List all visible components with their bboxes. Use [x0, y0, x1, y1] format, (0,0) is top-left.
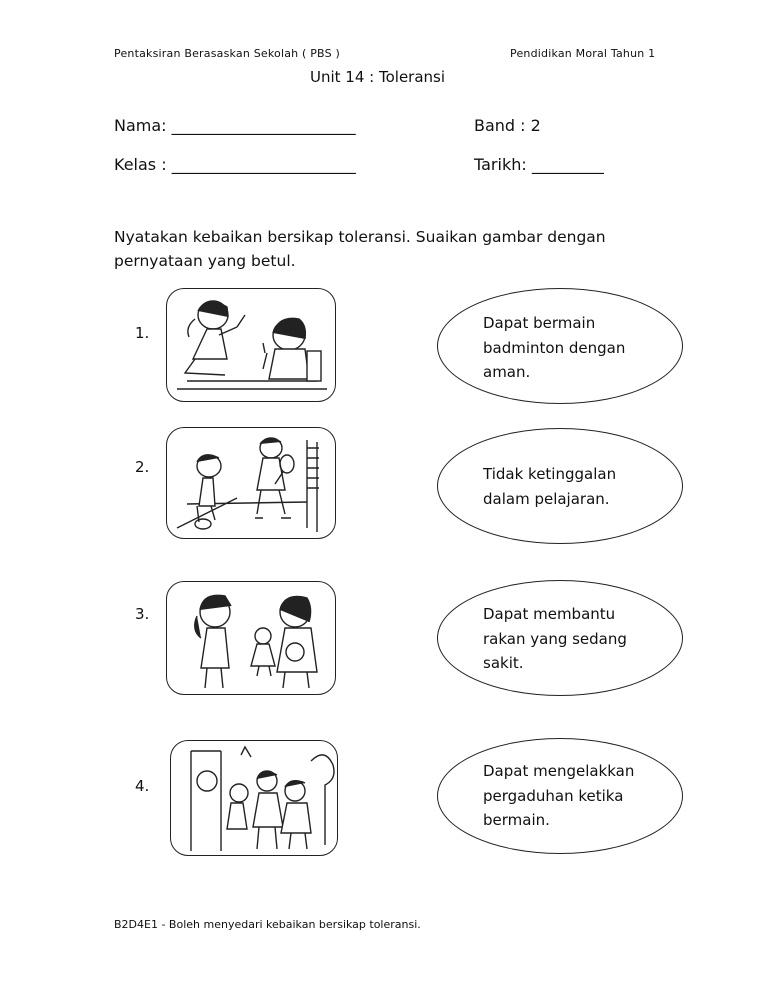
statement-text-1: Dapat bermain badminton dengan aman. — [483, 314, 626, 381]
band-field: Band : 2 — [474, 116, 541, 135]
picture-3-sharing-toys — [166, 581, 336, 695]
picture-2-badminton — [166, 427, 336, 539]
item-number-1: 1. — [135, 324, 150, 342]
footer-standard: B2D4E1 - Boleh menyedari kebaikan bersikap toleransi. — [114, 918, 421, 931]
picture-1-sharing-pencil — [166, 288, 336, 402]
picture-4-taking-turns — [170, 740, 338, 856]
statement-text-4: Dapat mengelakkan pergaduhan ketika bermain. — [483, 762, 635, 829]
item-number-2: 2. — [135, 458, 150, 476]
item-number-4: 4. — [135, 777, 150, 795]
header-right: Pendidikan Moral Tahun 1 — [510, 47, 656, 60]
page-title: Unit 14 : Toleransi — [310, 68, 446, 86]
tarikh-field: Tarikh: _________ — [474, 155, 604, 174]
statement-text-2: Tidak ketinggalan dalam pelajaran. — [483, 465, 617, 508]
statement-text-3: Dapat membantu rakan yang sedang sakit. — [483, 605, 627, 672]
instruction-text: Nyatakan kebaikan bersikap toleransi. Suaikan gambar dengan pernyataan yang betul. — [114, 228, 606, 270]
kelas-field: Kelas : _______________________ — [114, 155, 356, 174]
header-left: Pentaksiran Berasaskan Sekolah ( PBS ) — [114, 47, 340, 60]
nama-field: Nama: _______________________ — [114, 116, 356, 135]
item-number-3: 3. — [135, 605, 150, 623]
